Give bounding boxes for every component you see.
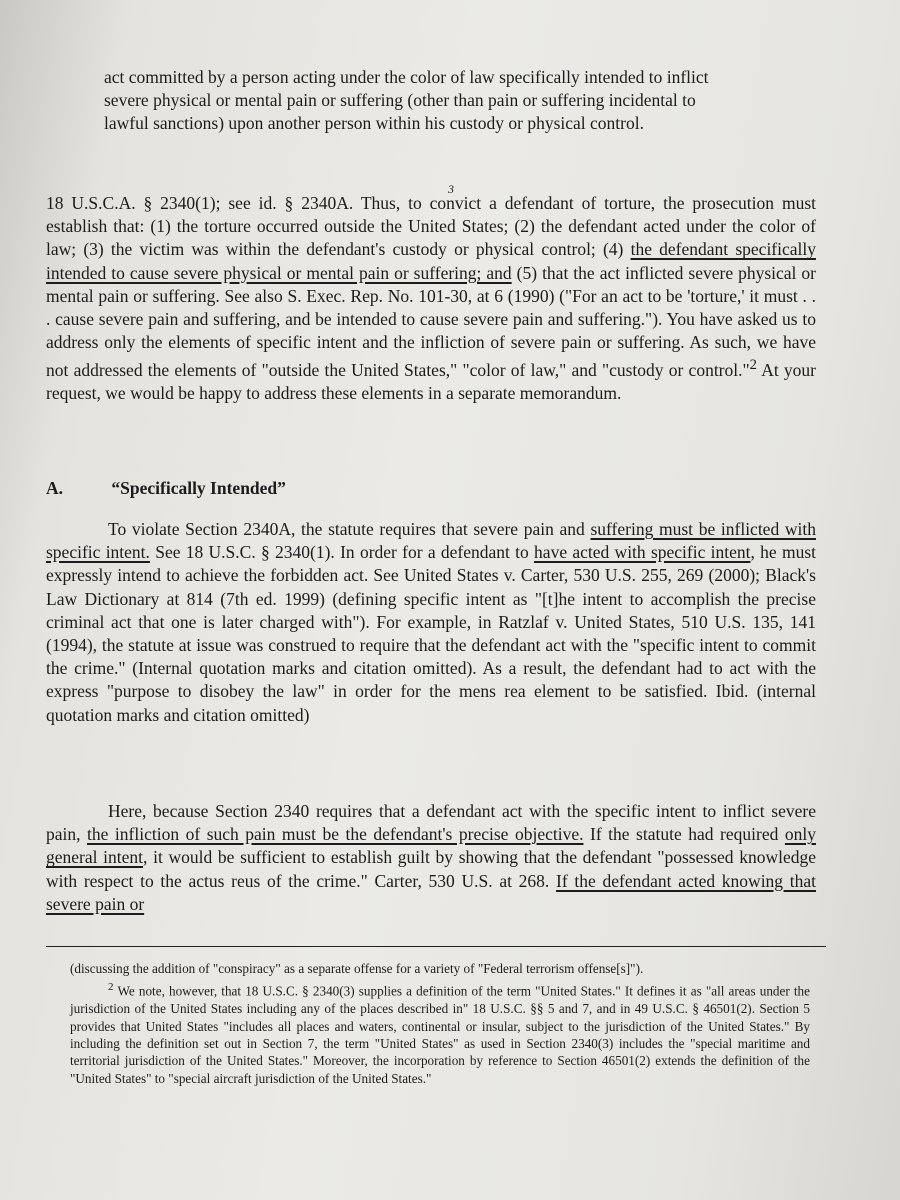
section-letter: A. — [46, 478, 64, 498]
footnote-number: 2 — [108, 981, 114, 994]
footnote-continued: (discussing the addition of "conspiracy" as a separate offense for a variety of "Federal terrorism offense[s]"). — [70, 961, 644, 976]
footnote-2: $^2$ We note, however, that 18 U.S.C. § 2340(3) supplies a definition of the term "United States." It defines it as "all areas under the jurisdiction of the United States including any of the places described in" 18 U.S.C. §§ 5 and 7, and in 49 U.S.C. § 46501(2). Section 5 provides that United States "includes all places and waters, continental or insular, subject to the jurisdiction of the United States." By including the definition set out in Section 7, the term "United States" as used in Section 2340(3) includes the "special maritime and territorial jurisdiction of the United States." Moreover, the incorporation by reference to Section 46501(2) extends the definition of the "United States" to "special aircraft jurisdiction of the United States." — [70, 981, 810, 1086]
underlined-phrase: the infliction of such pain must be the defendant's precise objective. — [87, 824, 584, 845]
handwritten-mark: 3 — [448, 182, 454, 196]
footnotes — [70, 960, 810, 1087]
underlined-phrase: suffering must be inflicted with specific intent. — [46, 519, 816, 563]
statute-block-quote: act committed by a person acting under the color of law specifically intended to inflict severe physical or mental pain or suffering (other than pain or suffering incidental to lawful sanctions) upon another person within his custody or physical control. — [104, 67, 709, 133]
underlined-phrase: have acted with specific intent — [534, 542, 751, 563]
underlined-phrase: only general intent — [46, 824, 816, 868]
footnote-ref: 2 — [749, 357, 757, 374]
paragraph-specific-intent: To violate Section 2340A, the statute requires that severe pain and suffering must be inflicted with specific intent. See 18 U.S.C. § 2340(1). In order for a defendant to have acted with specific intent, he must expressly intend to achieve the forbidden act. See United States v. Carter, 530 U.S. 255, 269 (2000); Black's Law Dictionary at 814 (7th ed. 1999) (defining specific intent as "[t]he intent to accomplish the precise criminal act that one is later charged with"). For example, in Ratzlaf v. United States, 510 U.S. 135, 141 (1994), the statute at issue was construed to require that the defendant act with the "specific intent to commit the crime." (Internal quotation marks and citation omitted). As a result, the defendant had to act with the express "purpose to disobey the law" in order for the mens rea element to be satisfied. Ibid. (internal quotation marks and citation omitted) — [46, 519, 816, 725]
section-title: “Specifically Intended” — [111, 478, 286, 498]
underlined-phrase: If the defendant acted knowing that severe pain or — [46, 870, 817, 914]
section-heading — [46, 478, 286, 499]
footnote-divider — [46, 946, 826, 947]
paragraph-precise-objective: Here, because Section 2340 requires that a defendant act with the specific intent to inflict severe pain, the infliction of such pain must be the defendant's precise objective. If the statute had required only general intent, it would be sufficient to establish guilt by showing that the defendant "possessed knowledge with respect to the actus reus of the crime." Carter, 530 U.S. at 268. If the defendant acted knowing that severe pain or — [46, 801, 817, 914]
paragraph-elements-of-torture: 18 U.S.C.A. § 2340(1); see id. § 2340A. Thus, to convict a defendant of torture, the prosecution must establish that: (1) the torture occurred outside the United States; (2) the defendant acted under the color of law; (3) the victim was within the defendant's custody or physical control; (4) the defendant specifically intended to cause severe physical or mental pain or suffering; and (5) that the act inflicted severe physical or mental pain or suffering. See also S. Exec. Rep. No. 101-30, at 6 (1990) ("For an act to be 'torture,' it must . . . cause severe pain and suffering, and be intended to cause severe pain and suffering."). You have asked us to address only the elements of specific intent and the infliction of severe pain or suffering. As such, we have not addressed the elements of "outside the United States," "color of law," and "custody or control."$^2$ At your request, we would be happy to address these elements in a separate memorandum. — [46, 193, 817, 404]
underlined-specific-intent: the defendant specifically intended to cause severe physical or mental pain or suffering; and — [46, 239, 817, 283]
